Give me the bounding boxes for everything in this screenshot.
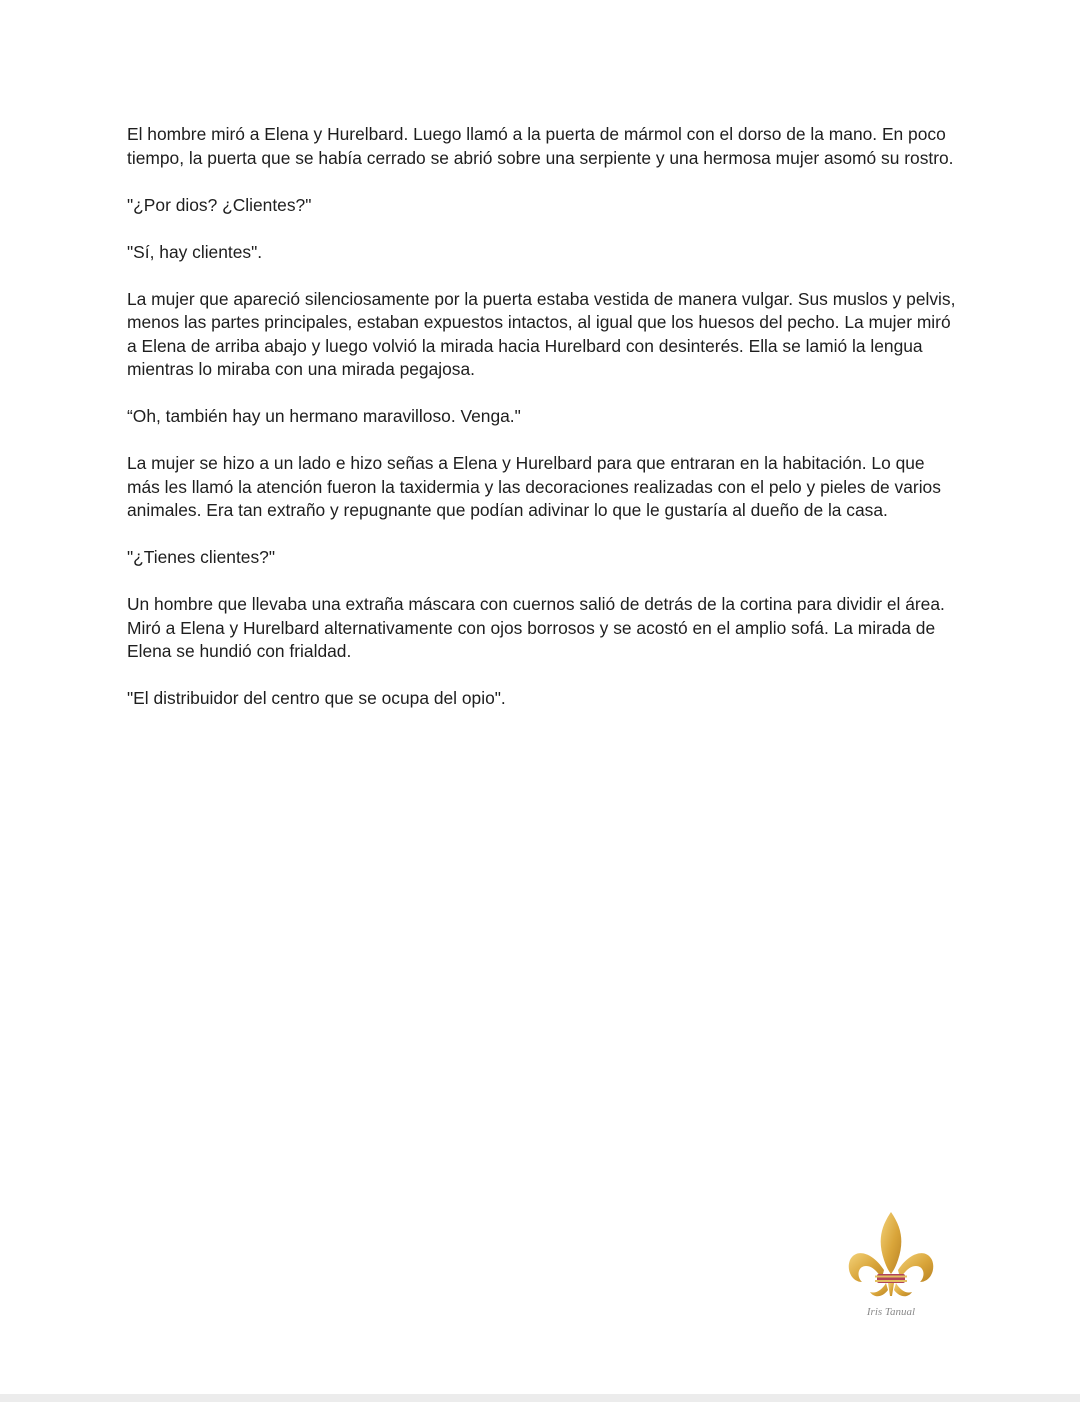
fleur-de-lis-icon xyxy=(844,1208,938,1326)
paragraph: "El distribuidor del centro que se ocupa del opio". xyxy=(127,688,506,708)
bottom-bar xyxy=(0,1394,1080,1402)
paragraph: "¿Tienes clientes?" xyxy=(127,547,275,567)
paragraph: "Sí, hay clientes". xyxy=(127,241,263,262)
document-body xyxy=(127,123,957,734)
paragraph: Un hombre que llevaba una extraña máscara con cuernos salió de detrás de la cortina para dividir el área. Miró a Elena y Hurelbard alternativamente con ojos borrosos y se acostó en el amplio sofá. La mirada de Elena se hundió con frialdad. xyxy=(127,594,945,661)
paragraph: La mujer se hizo a un lado e hizo señas a Elena y Hurelbard para que entraran en la habitación. Lo que más les llamó la atención fueron la taxidermia y las decoraciones realizadas con el pelo y pieles de varios animales. Era tan extraño y repugnante que podían adivinar lo que le gustaría al dueño de la casa. xyxy=(127,453,941,520)
paragraph: El hombre miró a Elena y Hurelbard. Luego llamó a la puerta de mármol con el dorso de la mano. En poco tiempo, la puerta que se había cerrado se abrió sobre una serpiente y una hermosa mujer asomó su rostro. xyxy=(127,124,954,168)
paragraph: “Oh, también hay un hermano maravilloso. Venga." xyxy=(127,406,521,426)
paragraph: La mujer que apareció silenciosamente por la puerta estaba vestida de manera vulgar. Sus muslos y pelvis, menos las partes principales, estaban expuestos intactos, al igual que los huesos del pecho. La mujer miró a Elena de arriba abajo y luego volvió la mirada hacia Hurelbard con desinterés. Ella se lamió la lengua mientras lo miraba con una mirada pegajosa. xyxy=(127,288,956,379)
signature-text: Iris Tanual xyxy=(866,1306,916,1318)
fleur-de-lis-watermark xyxy=(844,1208,938,1326)
paragraph: "¿Por dios? ¿Clientes?" xyxy=(127,194,312,215)
